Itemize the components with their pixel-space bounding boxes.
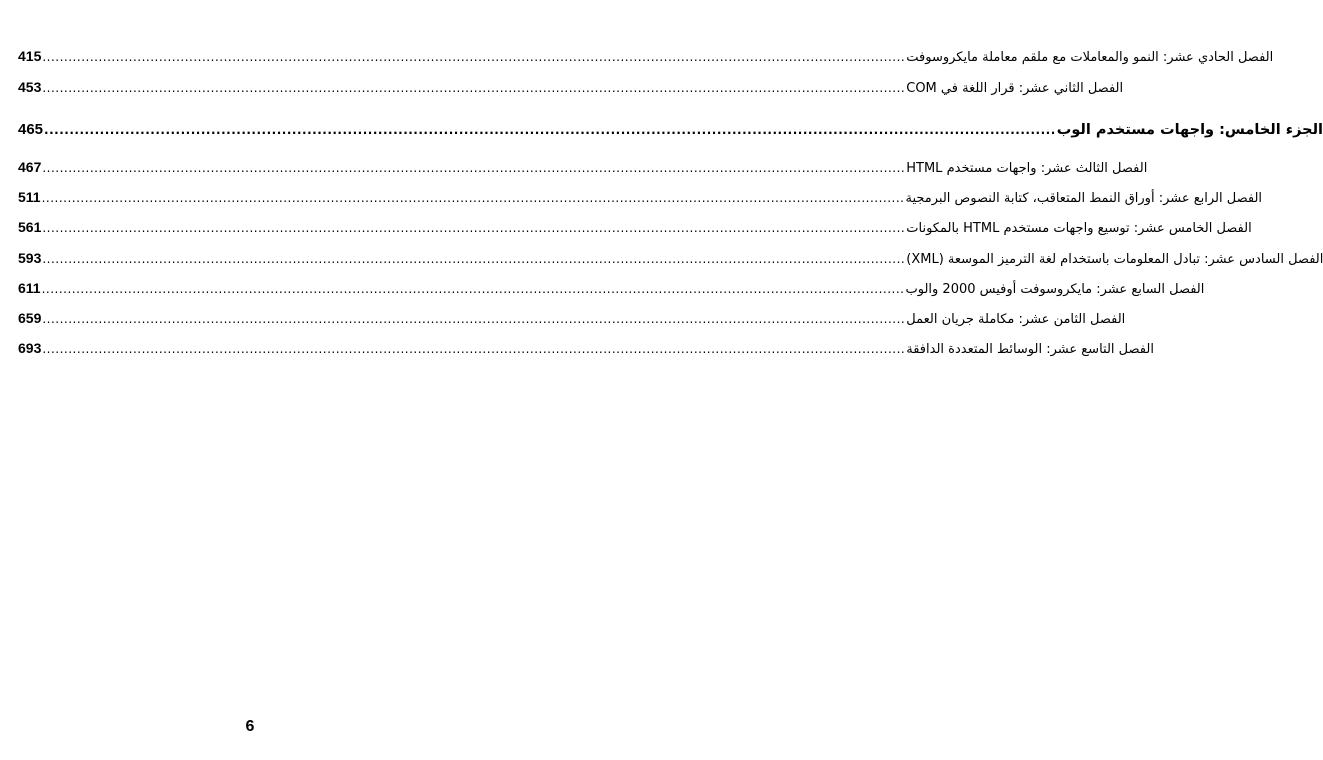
toc-entry-title: الفصل الخامس عشر: توسيع واجهات مستخدم HTML بالمكونات <box>906 221 1252 236</box>
toc-leader-dots <box>41 277 906 301</box>
toc-page-number: 659 <box>18 310 42 326</box>
toc-entry-title: الفصل الرابع عشر: أوراق النمط المتعاقب، كتابة النصوص البرمجية <box>905 191 1263 206</box>
toc-entry-chapter-19 <box>18 336 1154 360</box>
toc-page-number: 561 <box>18 219 42 235</box>
toc-entry-title: الفصل السادس عشر: تبادل المعلومات باستخدام لغة الترميز الموسعة (XML) <box>906 252 1323 267</box>
toc-part-title: الجزء الخامس: واجهات مستخدم الوب <box>1056 122 1323 138</box>
toc-page-number: 465 <box>18 121 44 138</box>
toc-page-number: 693 <box>18 340 42 356</box>
toc-entry-chapter-11 <box>18 44 1274 68</box>
toc-entry-chapter-14 <box>18 185 1263 209</box>
toc-entry-chapter-18 <box>18 306 1126 330</box>
toc-entry-title: الفصل الثاني عشر: قرار اللغة في COM <box>906 81 1124 96</box>
toc-entry-title: الفصل الثالث عشر: واجهات مستخدم HTML <box>906 161 1148 176</box>
toc-entry-chapter-16 <box>18 246 1323 270</box>
toc-page-number: 593 <box>18 250 42 266</box>
toc-entry-title: الفصل الحادي عشر: النمو والمعاملات مع ملقم معاملة مايكروسوفت <box>906 50 1274 65</box>
toc-page-number: 453 <box>18 79 42 95</box>
toc-page-number: 611 <box>18 280 41 296</box>
toc-entry-title: الفصل الثامن عشر: مكاملة جريان العمل <box>906 312 1126 327</box>
toc-leader-dots <box>41 307 906 331</box>
toc-entry-chapter-15 <box>18 215 1252 239</box>
toc-leader-dots <box>41 76 906 100</box>
page-number: 6 <box>245 718 255 735</box>
toc-leader-dots <box>43 118 1057 142</box>
toc-leader-dots <box>41 186 906 210</box>
toc-page-number: 511 <box>18 189 41 205</box>
toc-leader-dots <box>41 45 906 69</box>
toc-entry-title: الفصل التاسع عشر: الوسائط المتعددة الدافقة <box>906 342 1154 357</box>
toc-entry-chapter-17 <box>18 276 1205 300</box>
toc-entry-chapter-13 <box>18 155 1148 179</box>
toc-leader-dots <box>41 216 906 240</box>
toc-entry-part-5 <box>18 118 1323 142</box>
toc-entry-chapter-12 <box>18 75 1124 99</box>
toc-leader-dots <box>41 337 906 361</box>
toc-page-number: 415 <box>18 48 42 64</box>
toc-leader-dots <box>41 247 906 271</box>
toc-page-number: 467 <box>18 159 42 175</box>
toc-leader-dots <box>41 156 906 180</box>
toc-entry-title: الفصل السابع عشر: مايكروسوفت أوفيس 2000 والوب <box>905 282 1205 297</box>
